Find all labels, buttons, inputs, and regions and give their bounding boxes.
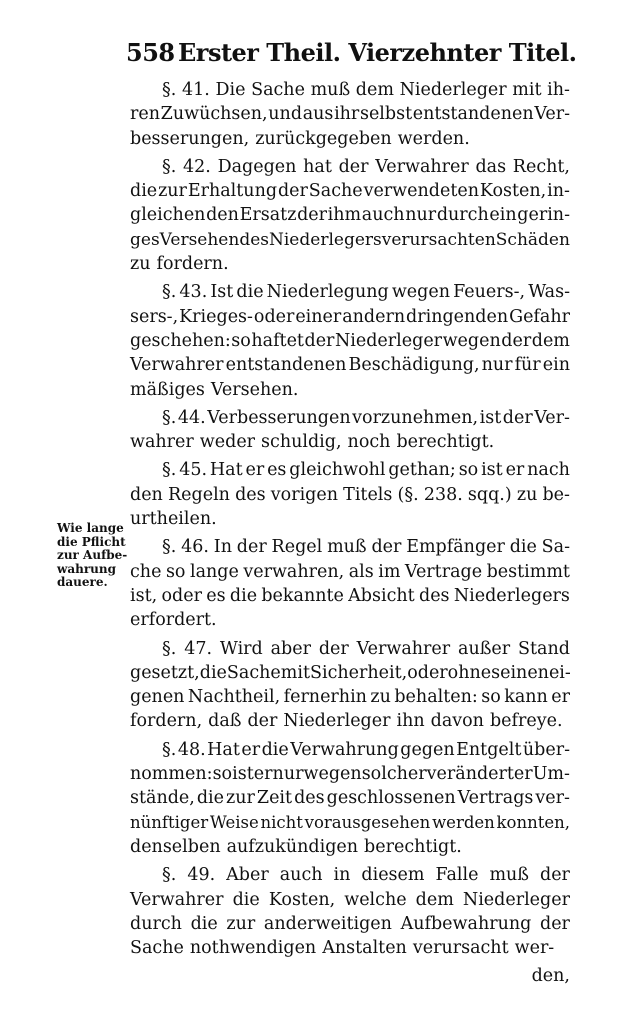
text-line: §. 47. Wird aber der Verwahrer außer Stand — [162, 638, 570, 659]
text-line: mäßiges Versehen. — [130, 379, 299, 400]
paragraph — [130, 458, 570, 531]
margin-note-line: dauere. — [57, 575, 108, 589]
text-line: durch die zur anderweitigen Aufbewahrung der — [130, 913, 570, 934]
text-line: urtheilen. — [130, 509, 217, 530]
paragraph — [130, 863, 570, 960]
text-line: §. 44. Verbesserungen vorzunehmen, ist der Ver- — [162, 407, 570, 428]
text-line: erfordert. — [130, 610, 217, 631]
text-line: ren Zuwüchsen, und aus ihr selbst entstandenen Ver- — [130, 104, 570, 125]
text-line: §. 48. Hat er die Verwahrung gegen Entgelt über- — [162, 739, 570, 760]
text-line: denselben aufzukündigen berechtigt. — [130, 836, 462, 857]
text-line: stände, die zur Zeit des geschlossenen Vertrags ver- — [130, 788, 570, 809]
paragraph — [130, 738, 570, 859]
margin-note-line: zur Aufbe- — [57, 548, 128, 562]
paragraph — [130, 78, 570, 151]
paragraph — [130, 637, 570, 734]
paragraph — [130, 406, 570, 455]
margin-note-line: wahrung — [57, 561, 116, 576]
text-line: zu fordern. — [130, 254, 229, 275]
text-line: die zur Erhaltung der Sache verwendeten Kosten, in- — [130, 181, 570, 202]
text-line: §. 43. Ist die Niederlegung wegen Feuers-, Was- — [162, 282, 570, 303]
text-line: den Regeln des vorigen Titels (§. 238. sqq.) zu be- — [130, 484, 570, 505]
page-number: 558 — [126, 38, 175, 67]
text-line: ges Versehen des Niederlegers verursachten Schäden — [130, 229, 570, 250]
text-line: fordern, daß der Niederleger ihn davon befreye. — [130, 711, 563, 732]
paragraph — [130, 155, 570, 276]
catchword: den, — [531, 966, 570, 987]
text-line: gesetzt, die Sache mit Sicherheit, oder ohne seinen ei- — [130, 662, 571, 683]
margin-note-line: Wie lange — [57, 521, 124, 535]
paragraph — [130, 280, 570, 401]
text-line: besserungen, zurückgegeben werden. — [130, 128, 470, 149]
text-line: §. 42. Dagegen hat der Verwahrer das Recht, — [162, 156, 570, 177]
text-line: Verwahrer die Kosten, welche dem Niederleger — [130, 889, 570, 910]
text-line: §. 49. Aber auch in diesem Falle muß der — [162, 865, 570, 886]
body-text — [130, 78, 570, 989]
text-line: ist, oder es die bekannte Absicht des Niederlegers — [130, 585, 570, 606]
text-line: Sache nothwendigen Anstalten verursacht wer- — [130, 938, 555, 959]
text-line: Verwahrer entstandenen Beschädigung, nur für ein — [130, 355, 570, 376]
paragraph — [130, 535, 570, 632]
text-line: geschehen: so haftet der Niederleger wegen der dem — [130, 330, 570, 351]
text-line: nünftiger Weise nicht vorausgesehen werden konnten, — [130, 812, 570, 832]
text-line: §. 45. Hat er es gleichwohl gethan; so ist er nach — [162, 460, 570, 481]
text-line: wahrer weder schuldig, noch berechtigt. — [130, 432, 495, 453]
text-line: che so lange verwahren, als im Vertrage bestimmt — [130, 561, 570, 582]
text-line: gleichen den Ersatz der ihm auch nur durch ein gerin- — [130, 205, 570, 226]
page-header — [126, 38, 576, 68]
text-line: §. 41. Die Sache muß dem Niederleger mit ih- — [162, 80, 570, 100]
text-line: sers-, Krieges- oder einer andern dringenden Gefahr — [130, 306, 570, 327]
text-line: §. 46. In der Regel muß der Empfänger die Sa- — [162, 537, 570, 558]
margin-note — [57, 522, 127, 590]
running-head: Erster Theil. Vierzehnter Titel. — [178, 38, 577, 67]
text-line: genen Nachtheil, fernerhin zu behalten: so kann er — [130, 687, 570, 708]
margin-note-line: die Pflicht — [57, 534, 126, 549]
text-line: nommen: so ist er nur wegen solcher veränderter Um- — [130, 764, 570, 785]
